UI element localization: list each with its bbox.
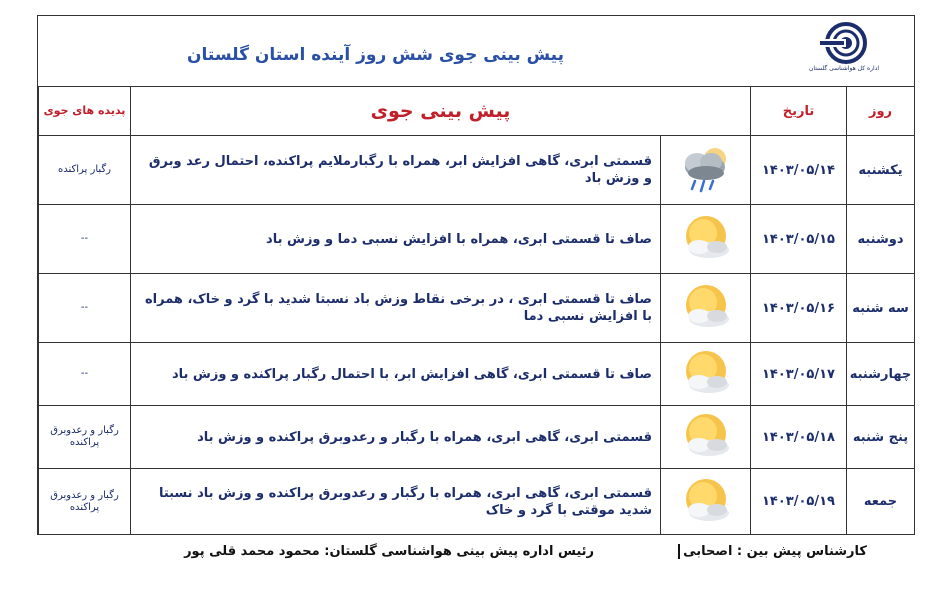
weather-icon-cell [661, 274, 751, 343]
date-cell: ۱۴۰۳/۰۵/۱۹ [751, 469, 847, 535]
day-cell: یکشنبه [847, 136, 915, 205]
day-cell: جمعه [847, 469, 915, 535]
phenomena-cell: رگبار پراکنده [39, 136, 131, 205]
date-cell: ۱۴۰۳/۰۵/۱۸ [751, 406, 847, 469]
table-row [39, 343, 915, 406]
column-header-phenomena: پدیده های جوی [39, 87, 131, 136]
meteorology-logo-icon [816, 22, 872, 64]
weather-icon-cell [661, 205, 751, 274]
column-header-forecast: پیش بینی جوی [131, 87, 751, 136]
weather-icon-cell [661, 469, 751, 535]
sun-cloud-icon [677, 212, 735, 266]
page-title: پیش بینی جوی شش روز آینده استان گلستان [187, 45, 564, 65]
forecaster-name: کارشناس پیش بین : اصحابی [678, 544, 867, 559]
weather-icon-cell [661, 136, 751, 205]
date-cell: ۱۴۰۳/۰۵/۱۴ [751, 136, 847, 205]
table-row [39, 469, 915, 535]
forecast-text: قسمتی ابری، گاهی ابری، همراه با رگبار و رعدوبرق پراکنده و وزش باد [131, 406, 661, 469]
date-cell: ۱۴۰۳/۰۵/۱۶ [751, 274, 847, 343]
weather-icon-cell [661, 343, 751, 406]
forecast-text: قسمتی ابری، گاهی افزایش ابر، همراه با رگبارملایم پراکنده، احتمال رعد وبرق و وزش باد [131, 136, 661, 205]
sun-cloud-icon [677, 475, 735, 529]
forecast-text: صاف تا قسمتی ابری، گاهی افزایش ابر، با احتمال رگبار پراکنده و وزش باد [131, 343, 661, 406]
forecast-table [38, 86, 915, 535]
phenomena-cell: رگبار و رعدوبرق پراکنده [39, 406, 131, 469]
sun-cloud-icon [677, 410, 735, 464]
sun-cloud-icon [677, 281, 735, 335]
table-row [39, 136, 915, 205]
table-header-row [39, 87, 915, 136]
phenomena-cell: -- [39, 343, 131, 406]
weather-icon-cell [661, 406, 751, 469]
meteorology-logo [794, 22, 894, 82]
phenomena-cell: -- [39, 205, 131, 274]
column-header-date: تاریخ [751, 87, 847, 136]
day-cell: چهارشنبه [847, 343, 915, 406]
forecast-text: قسمتی ابری، گاهی ابری، همراه با رگبار و رعدوبرق پراکنده و وزش باد نسبتا شدید موقتی با گرد و خاک [131, 469, 661, 535]
phenomena-cell: رگبار و رعدوبرق پراکنده [39, 469, 131, 535]
phenomena-cell: -- [39, 274, 131, 343]
forecast-document [37, 15, 915, 535]
logo-caption: اداره کل هواشناسی گلستان [808, 65, 880, 72]
forecast-text: صاف تا قسمتی ابری، همراه با افزایش نسبی دما و وزش باد [131, 205, 661, 274]
table-row [39, 406, 915, 469]
day-cell: پنج شنبه [847, 406, 915, 469]
column-header-day: روز [847, 87, 915, 136]
date-cell: ۱۴۰۳/۰۵/۱۷ [751, 343, 847, 406]
document-footer [0, 540, 939, 570]
date-cell: ۱۴۰۳/۰۵/۱۵ [751, 205, 847, 274]
department-head-name: رئیس اداره پیش بینی هواشناسی گلستان: محمود محمد قلی پور [184, 544, 594, 559]
sun-cloud-icon [677, 347, 735, 401]
day-cell: دوشنبه [847, 205, 915, 274]
table-row [39, 274, 915, 343]
document-header [38, 16, 914, 87]
table-row [39, 205, 915, 274]
cloud-rain-icon [677, 143, 735, 197]
forecast-text: صاف تا قسمتی ابری ، در برخی نقاط وزش باد نسبتا شدید با گرد و خاک، همراه با افزایش نسبی دما [131, 274, 661, 343]
day-cell: سه شنبه [847, 274, 915, 343]
